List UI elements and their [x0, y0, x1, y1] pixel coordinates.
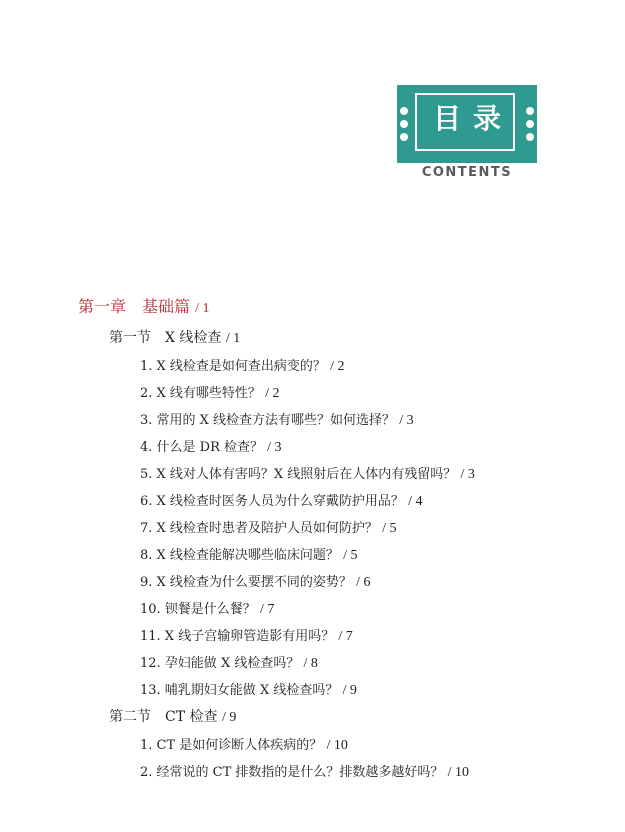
chapter-heading[interactable]	[78, 294, 210, 317]
toc-entry[interactable]	[140, 761, 469, 781]
entry-page: / 3	[267, 440, 282, 455]
entry-page: / 10	[447, 765, 469, 780]
logo-subtitle: CONTENTS	[421, 165, 513, 180]
entry-title: 8. X 线检查能解决哪些临床问题？	[140, 548, 339, 563]
entry-title: 2. X 线有哪些特性？	[140, 386, 261, 401]
toc-entry[interactable]	[140, 463, 475, 483]
toc-entry[interactable]	[140, 355, 344, 375]
toc-entry[interactable]	[140, 490, 422, 510]
section-heading[interactable]	[109, 706, 236, 726]
entry-title: 11. X 线子宫输卵管造影有用吗？	[140, 629, 335, 644]
toc-entry[interactable]	[140, 679, 357, 699]
entry-title: 2. 经常说的 CT 排数指的是什么？排数越多越好吗？	[140, 765, 444, 780]
entry-title: 13. 哺乳期妇女能做 X 线检查吗？	[140, 683, 339, 698]
chapter-page: / 1	[195, 301, 210, 316]
entry-title: 3. 常用的 X 线检查方法有哪些？如何选择？	[140, 413, 396, 428]
toc-entry[interactable]	[140, 436, 282, 456]
entry-page: / 4	[408, 494, 423, 509]
section-title: 第二节 CT 检查	[109, 709, 218, 725]
entry-page: / 7	[259, 602, 275, 617]
entry-page: / 2	[265, 386, 280, 401]
entry-page: / 3	[399, 413, 414, 428]
entry-page: / 2	[330, 359, 345, 374]
entry-page: / 10	[326, 738, 348, 753]
entry-title: 5. X 线对人体有害吗？X 线照射后在人体内有残留吗？	[140, 467, 457, 482]
section-page: / 1	[225, 331, 241, 346]
logo-badge	[397, 85, 537, 163]
entry-title: 7. X 线检查时患者及陪护人员如何防护？	[140, 521, 378, 536]
entry-page: / 5	[343, 548, 358, 563]
entry-title: 1. CT 是如何诊断人体疾病的？	[140, 738, 323, 753]
section-title: 第一节 X 线检查	[109, 330, 222, 346]
entry-page: / 5	[382, 521, 397, 536]
toc-entry[interactable]	[140, 382, 279, 402]
entry-title: 4. 什么是 DR 检查？	[140, 440, 264, 455]
toc-entry[interactable]	[140, 517, 396, 537]
entry-page: / 7	[338, 629, 353, 644]
entry-title: 6. X 线检查时医务人员为什么穿戴防护用品？	[140, 494, 404, 509]
entry-page: / 6	[356, 575, 371, 590]
entry-page: / 9	[342, 683, 357, 698]
toc-entry[interactable]	[140, 409, 414, 429]
section-page: / 9	[221, 710, 237, 725]
entry-page: / 8	[303, 656, 318, 671]
chapter-title: 第一章 基础篇	[78, 297, 191, 316]
entry-title: 1. X 线检查是如何查出病变的？	[140, 359, 326, 374]
toc-entry[interactable]	[140, 734, 348, 754]
toc-entry[interactable]	[140, 625, 353, 645]
toc-entry[interactable]	[140, 571, 370, 591]
toc-entry[interactable]	[140, 544, 357, 564]
entry-page: / 3	[460, 467, 475, 482]
section-heading[interactable]	[109, 327, 240, 347]
toc-entry[interactable]	[140, 652, 318, 672]
contents-logo	[397, 85, 537, 180]
entry-title: 12. 孕妇能做 X 线检查吗？	[140, 656, 300, 671]
logo-title: 目录	[432, 102, 513, 135]
entry-title: 9. X 线检查为什么要摆不同的姿势？	[140, 575, 352, 590]
entry-title: 10. 钡餐是什么餐？	[140, 602, 256, 617]
toc-entry[interactable]	[140, 598, 274, 618]
